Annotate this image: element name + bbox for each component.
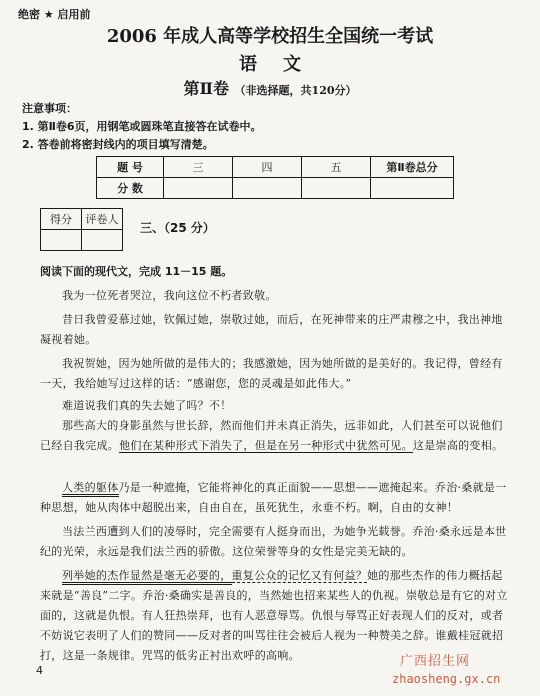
grader-table bbox=[40, 208, 123, 251]
score-input-cell[interactable] bbox=[233, 178, 302, 199]
marked-phrase: 列举她的杰作显然是毫无必要的， bbox=[62, 569, 232, 585]
score-table-cell: 第Ⅱ卷总分 bbox=[371, 157, 454, 178]
paragraph bbox=[40, 478, 510, 518]
paragraph: 当法兰西遭到人们的凌辱时，完全需要有人挺身而出，为她争光载誉。乔治·桑永远是本世纪的光荣，永远是我们法兰西的骄傲。这位荣誉等身的女性是完美无缺的。 bbox=[40, 525, 507, 558]
volume-title bbox=[0, 76, 540, 99]
paragraph-text: 她的那些杰作的伟力概括起来就是“善良”二字。乔治·桑确实是善良的，当然她也招来某些人的仇视。崇敬总是有它的对立面的，这就是仇恨。有人狂热崇拜，也有人恶意辱骂。仇恨与辱骂正好表现人们的反对，或者不妨说它表明了人们的赞同——反对者的叫骂往往会被后人视为一种赞美之辞。谁戴桂冠就招打，这是一条规律。咒骂的低劣正衬出欢呼的高响。 bbox=[40, 569, 508, 662]
page-number: 4 bbox=[36, 664, 43, 677]
volume-note: （非选择题，共120分） bbox=[234, 84, 357, 97]
score-input-cell[interactable] bbox=[302, 178, 371, 199]
marked-phrase: 重复公众的记忆又有何益？ bbox=[231, 569, 368, 582]
score-input-cell[interactable] bbox=[41, 230, 82, 251]
watermark-url: zhaosheng.gx.cn bbox=[392, 672, 501, 686]
grader-input-cell[interactable] bbox=[82, 230, 123, 251]
exam-title: 2006 年成人高等学校招生全国统一考试 bbox=[106, 26, 434, 47]
volume-label: 第Ⅱ卷 bbox=[183, 79, 229, 98]
score-table-cell: 五 bbox=[302, 157, 371, 178]
watermark-title: 广西招生网 bbox=[400, 654, 471, 669]
marked-phrase: 人类的躯体 bbox=[62, 481, 119, 497]
score-table-cell: 题 号 bbox=[97, 157, 164, 178]
score-table-cell: 分 数 bbox=[97, 178, 164, 199]
paragraph: 我为一位死者哭泣，我向这位不朽者致敬。 bbox=[62, 289, 277, 302]
score-table-header-row bbox=[97, 157, 454, 178]
paragraph: 我祝贺她，因为她所做的是伟大的；我感激她，因为她所做的是美好的。我记得，曾经有一天，我给她写过这样的话：“感谢您，您的灵魂是如此伟大。” bbox=[40, 357, 503, 390]
secret-level-label: 绝密 ★ 启用前 bbox=[18, 8, 91, 21]
paragraph bbox=[40, 416, 510, 456]
score-input-cell[interactable] bbox=[371, 178, 454, 199]
section-heading: 三、（25 分） bbox=[140, 221, 215, 235]
score-input-cell[interactable] bbox=[164, 178, 233, 199]
score-table-score-row bbox=[97, 178, 454, 199]
score-table bbox=[96, 156, 454, 199]
score-label: 得分 bbox=[41, 209, 82, 230]
notice-item: 1. 第Ⅱ卷6页，用钢笔或圆珠笔直接答在试卷中。 bbox=[22, 120, 262, 133]
reading-intro: 阅读下面的现代文，完成 11－15 题。 bbox=[40, 265, 233, 278]
paragraph-text: 乃是一种遮掩，它能将神化的真正面貌——思想——遮掩起来。乔治·桑就是一种思想，她从肉体中超脱出来，自由自在，虽死犹生，永垂不朽。啊，自由的女神！ bbox=[40, 481, 507, 514]
notice-item: 2. 答卷前将密封线内的项目填写清楚。 bbox=[22, 138, 214, 151]
paragraph-text: 那些高大的身影虽然与世长辞，然而他们并未真正消失，远非如此，人们甚至可以说他们已经自我完成。 bbox=[40, 419, 503, 452]
underlined-sentence: 他们在某种形式下消失了，但是在另一种形式中犹然可见。 bbox=[119, 439, 413, 452]
score-table-cell: 三 bbox=[164, 157, 233, 178]
paragraph: 昔日我曾爱慕过她，钦佩过她，崇敬过她，而后，在死神带来的庄严肃穆之中，我出神地凝视着她。 bbox=[40, 313, 503, 346]
notice-heading: 注意事项： bbox=[22, 102, 77, 115]
subject-title: 语文 bbox=[239, 54, 327, 75]
paragraph-text: 这是崇高的变相。 bbox=[412, 439, 504, 452]
grader-label: 评卷人 bbox=[82, 209, 123, 230]
score-table-cell: 四 bbox=[233, 157, 302, 178]
paragraph: 难道说我们真的失去她了吗？不！ bbox=[62, 399, 232, 412]
